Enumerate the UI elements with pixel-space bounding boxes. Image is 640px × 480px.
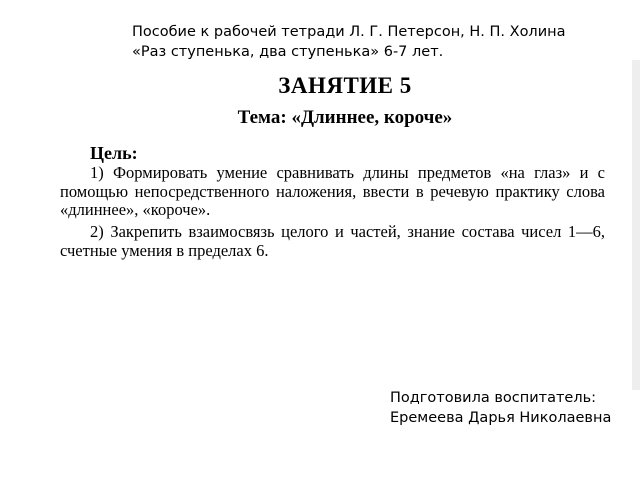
author-role: Подготовила воспитатель: xyxy=(390,390,597,406)
manual-caption-line-1: Пособие к рабочей тетради Л. Г. Петерсон, Н. П. Холина xyxy=(132,24,566,40)
scan-edge-shadow xyxy=(632,60,640,390)
lesson-theme: Тема: «Длиннее, короче» xyxy=(237,107,453,128)
manual-caption xyxy=(132,22,632,62)
author-credit xyxy=(390,388,640,428)
author-name: Еремеева Дарья Николаевна xyxy=(390,410,612,426)
manual-caption-line-2: «Раз ступенька, два ступенька» 6-7 лет. xyxy=(132,44,444,60)
goal-label: Цель: xyxy=(90,143,138,163)
lesson-title: ЗАНЯТИЕ 5 xyxy=(278,73,412,98)
scanned-lesson-excerpt xyxy=(56,70,634,270)
goal-item-1: 1) Формировать умение сравнивать длины предметов «на глаз» и с помощью непосредственного наложения, ввести в речевую практику слова «длиннее», «короче». xyxy=(60,163,605,219)
goal-item-2: 2) Закрепить взаимосвязь целого и частей, знание состава чисел 1—6, счетные умения в пределах 6. xyxy=(60,222,605,260)
